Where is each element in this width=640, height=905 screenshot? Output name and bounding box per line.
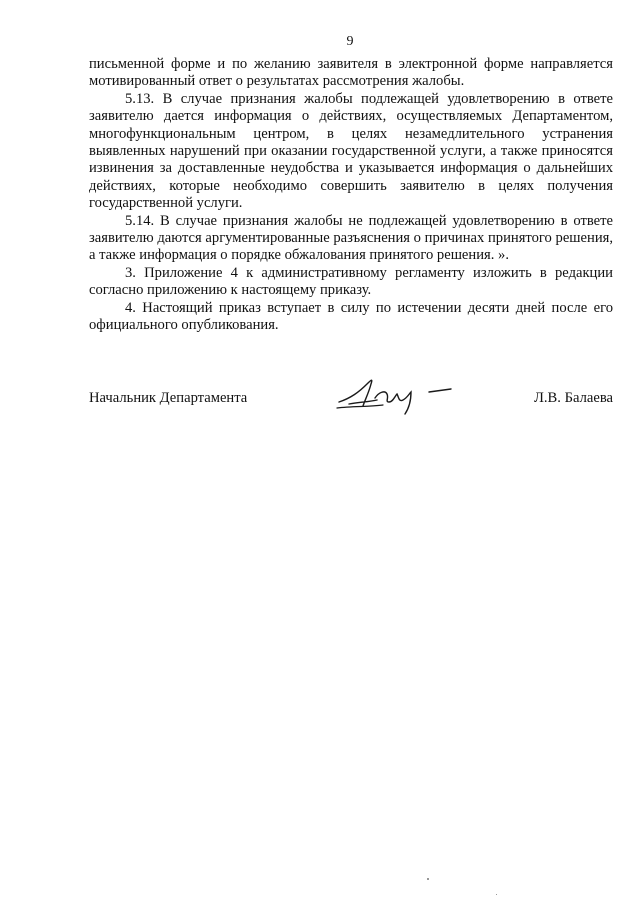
signer-title: Начальник Департамента	[89, 390, 248, 406]
paragraph-5-14: 5.14. В случае признания жалобы не подлежащей удовлетворению в ответе заявителю даются аргументированные разъяснения о причинах принятого решения, а также информация о порядке обжалования принятого решения. ».	[89, 212, 613, 264]
paragraph-item-3: 3. Приложение 4 к административному регламенту изложить в редакции согласно приложению к настоящему приказу.	[89, 264, 613, 299]
scan-speck	[496, 894, 497, 895]
page-number: 9	[346, 34, 354, 49]
paragraph-item-4: 4. Настоящий приказ вступает в силу по истечении десяти дней после его официального опубликования.	[89, 299, 613, 334]
signature-block	[89, 386, 613, 426]
paragraph-continuation: письменной форме и по желанию заявителя в электронной форме направляется мотивированный ответ о результатах рассмотрения жалобы.	[89, 56, 613, 90]
paragraph-5-13: 5.13. В случае признания жалобы подлежащей удовлетворению в ответе заявителю дается информация о действиях, осуществляемых Департаментом, многофункциональным центром, в целях незамедлительного устранения выявленных нарушений при оказании государственной услуги, а также приносятся извинения за доставленные неудобства и указывается информация о дальнейших действиях, которые необходимо совершить заявителю в целях получения государственной услуги.	[89, 90, 613, 212]
scan-speck	[427, 878, 429, 880]
signer-name: Л.В. Балаева	[534, 390, 613, 406]
document-body	[89, 56, 613, 335]
handwritten-signature	[329, 372, 469, 416]
